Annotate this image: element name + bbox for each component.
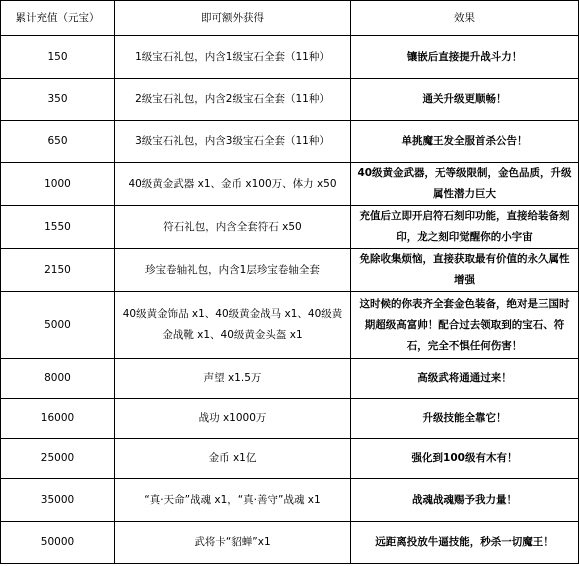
table-row [1, 163, 579, 206]
row-effect: 战魂战魂赐予我力量！ [351, 479, 579, 522]
row-effect: 免除收集烦恼，直接获取最有价值的永久属性增强 [351, 249, 579, 292]
row-effect: 远距离投放牛逼技能，秒杀一切魔王！ [351, 522, 579, 564]
table-header-row [1, 1, 579, 36]
row-amount: 1550 [1, 206, 115, 249]
row-reward: 声望 x1.5万 [115, 359, 351, 399]
row-effect: 升级技能全靠它！ [351, 399, 579, 439]
table-row [1, 479, 579, 522]
row-amount: 1000 [1, 163, 115, 206]
row-amount: 350 [1, 79, 115, 121]
table-row [1, 206, 579, 249]
row-amount: 650 [1, 121, 115, 163]
table-row [1, 399, 579, 439]
table-row [1, 36, 579, 79]
row-reward: 珍宝卷轴礼包，内含1层珍宝卷轴全套 [115, 249, 351, 292]
header-extra-reward: 即可额外获得 [115, 1, 351, 36]
row-amount: 16000 [1, 399, 115, 439]
row-reward: 40级黄金饰品 x1、40级黄金战马 x1、40级黄金战靴 x1、40级黄金头盔 x1 [115, 292, 351, 359]
table-row [1, 292, 579, 359]
row-reward: 2级宝石礼包，内含2级宝石全套（11种） [115, 79, 351, 121]
table-row [1, 79, 579, 121]
row-reward: 3级宝石礼包，内含3级宝石全套（11种） [115, 121, 351, 163]
row-reward: 武将卡“貂蝉”x1 [115, 522, 351, 564]
row-effect: 高级武将通通过来！ [351, 359, 579, 399]
row-effect: 强化到100级有木有！ [351, 439, 579, 479]
row-effect: 这时候的你表齐全套金色装备，绝对是三国时期超级高富帅！配合过去领取到的宝石、符石，完全不惧任何伤害！ [351, 292, 579, 359]
row-reward: “真·天命”战魂 x1，“真·善守”战魂 x1 [115, 479, 351, 522]
table-row [1, 522, 579, 564]
row-reward: 符石礼包，内含全套符石 x50 [115, 206, 351, 249]
row-amount: 8000 [1, 359, 115, 399]
table-row [1, 439, 579, 479]
row-amount: 150 [1, 36, 115, 79]
row-effect: 40级黄金武器，无等级限制，金色品质，升级属性潜力巨大 [351, 163, 579, 206]
row-amount: 25000 [1, 439, 115, 479]
row-amount: 2150 [1, 249, 115, 292]
row-amount: 35000 [1, 479, 115, 522]
row-reward: 40级黄金武器 x1、金币 x100万、体力 x50 [115, 163, 351, 206]
row-amount: 50000 [1, 522, 115, 564]
row-effect: 通关升级更顺畅！ [351, 79, 579, 121]
table-row [1, 121, 579, 163]
row-reward: 金币 x1亿 [115, 439, 351, 479]
header-cumulative-recharge: 累计充值（元宝） [1, 1, 115, 36]
header-effect: 效果 [351, 1, 579, 36]
row-effect: 充值后立即开启符石刻印功能，直接给装备刻印，龙之刻印觉醒你的小宇宙 [351, 206, 579, 249]
row-reward: 战功 x1000万 [115, 399, 351, 439]
row-amount: 5000 [1, 292, 115, 359]
row-reward: 1级宝石礼包，内含1级宝石全套（11种） [115, 36, 351, 79]
table-row [1, 359, 579, 399]
table-row [1, 249, 579, 292]
row-effect: 镶嵌后直接提升战斗力！ [351, 36, 579, 79]
row-effect: 单挑魔王发全服首杀公告！ [351, 121, 579, 163]
